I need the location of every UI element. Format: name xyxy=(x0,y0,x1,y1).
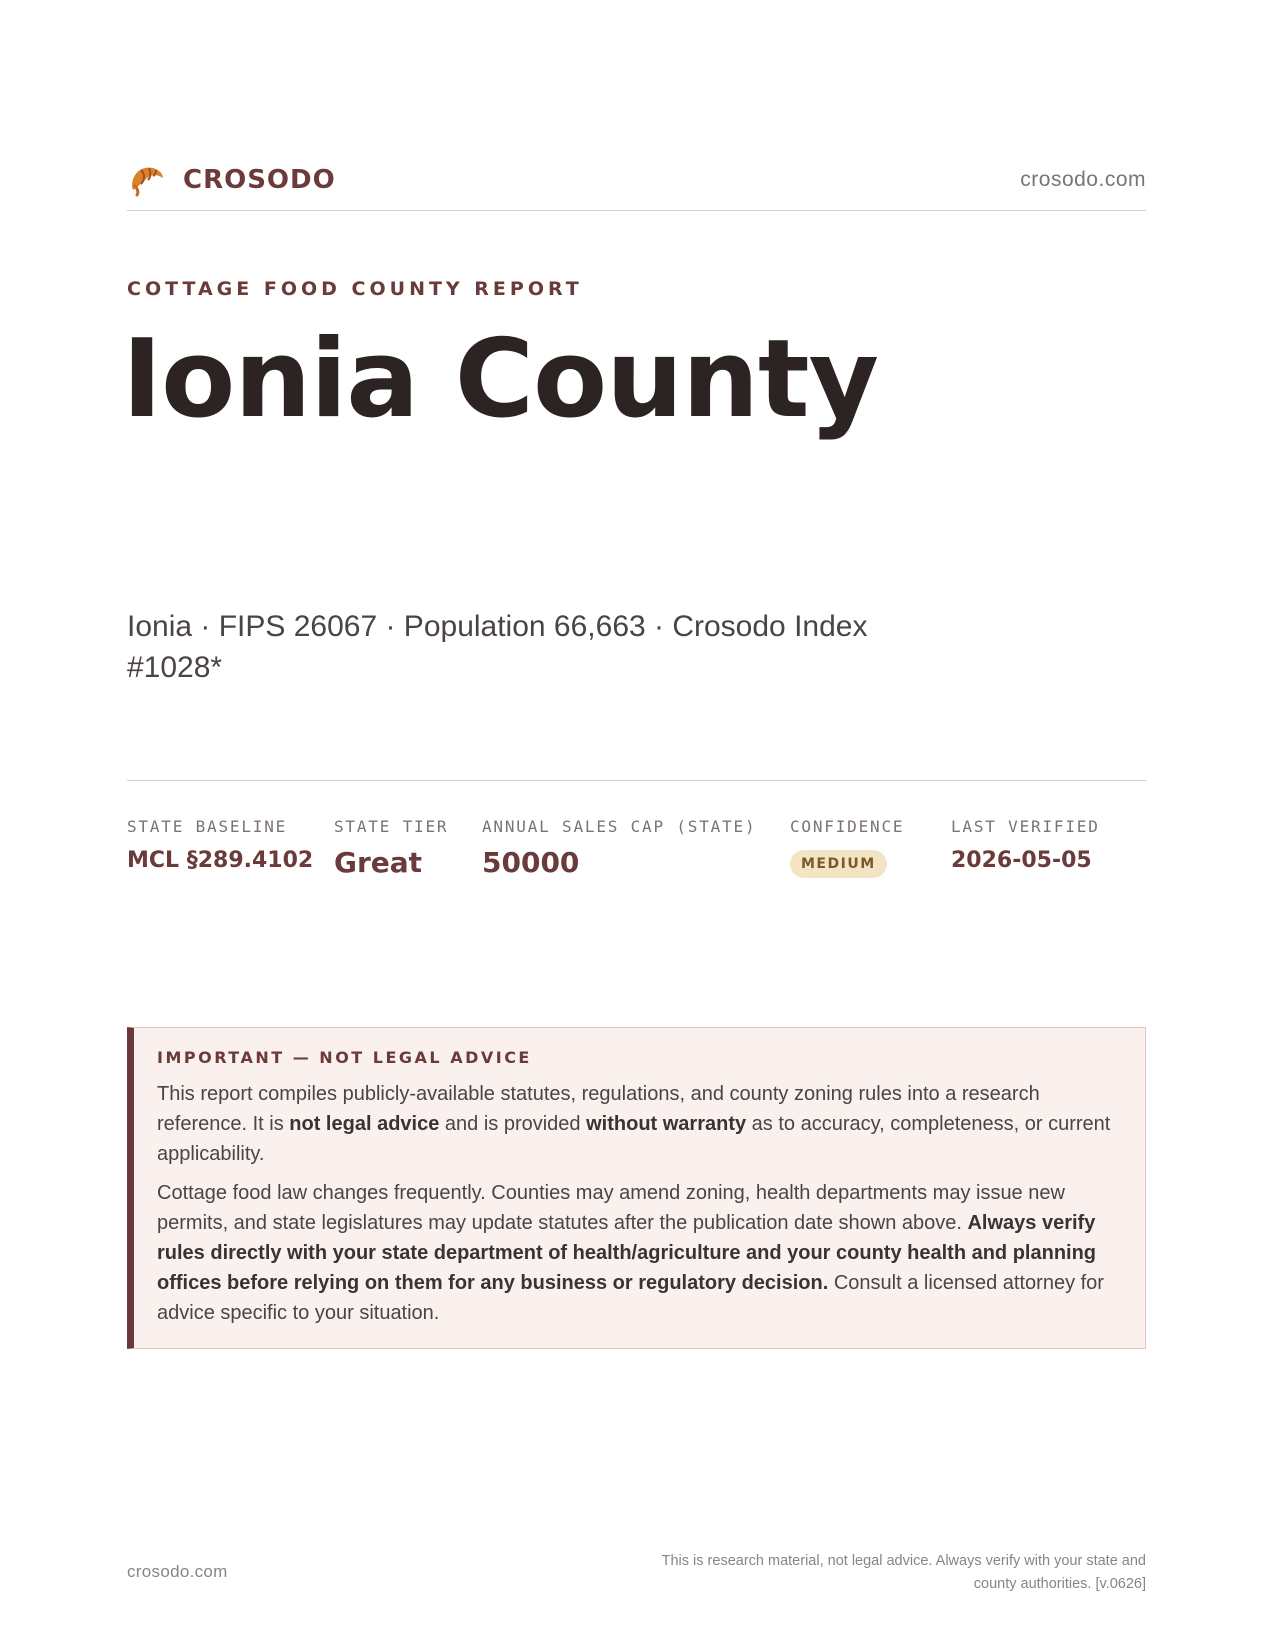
stat-value: Great xyxy=(334,846,423,879)
stat-label: LAST VERIFIED xyxy=(951,817,1100,836)
stat-last-verified xyxy=(951,817,1100,873)
site-url[interactable]: crosodo.com xyxy=(1020,168,1146,191)
notice-text: This report compiles publicly-available statutes, regulations, and county zoning rules into a research reference. It is xyxy=(157,1083,1040,1135)
footer-site-url[interactable]: crosodo.com xyxy=(127,1562,228,1581)
notice-text: and is provided xyxy=(439,1113,587,1135)
brand-name: CROSODO xyxy=(183,165,336,195)
stat-label: ANNUAL SALES CAP (STATE) xyxy=(482,817,757,836)
notice-text: as to accuracy, completeness, or current applicability. xyxy=(157,1113,1111,1165)
stat-label: STATE TIER xyxy=(334,817,449,836)
notice-title: IMPORTANT — NOT LEGAL ADVICE xyxy=(157,1048,532,1067)
notice-text: Consult a licensed attorney for advice specific to your situation. xyxy=(157,1272,1104,1324)
confidence-badge: MEDIUM xyxy=(790,850,887,878)
county-meta: Ionia · FIPS 26067 · Population 66,663 · Crosodo Index #1028* xyxy=(127,610,868,684)
stat-state-baseline xyxy=(127,817,313,873)
stat-sales-cap xyxy=(482,817,756,879)
stat-label: STATE BASELINE xyxy=(127,817,288,836)
notice-bold: not legal advice xyxy=(289,1113,440,1135)
stat-confidence xyxy=(790,817,904,878)
stat-value: 2026-05-05 xyxy=(951,848,1092,873)
page-title: Ionia County xyxy=(122,317,879,442)
legal-notice xyxy=(127,1027,1146,1349)
stat-label: CONFIDENCE xyxy=(790,817,905,836)
stat-state-tier xyxy=(334,817,448,879)
croissant-icon xyxy=(127,160,167,200)
notice-text: Cottage food law changes frequently. Counties may amend zoning, health departments may issue new permits, and state legislatures may update statutes after the publication date shown above. xyxy=(157,1182,1065,1234)
notice-bold: without warranty xyxy=(586,1113,747,1135)
footer-disclaimer: This is research material, not legal advice. Always verify with your state and county authorities. [v.0626] xyxy=(661,1553,1146,1592)
page-header xyxy=(127,156,1146,211)
brand[interactable] xyxy=(127,160,336,200)
notice-bold: Always verify rules directly with your state department of health/agriculture and your county health and planning offices before relying on them for any business or regulatory decision. xyxy=(157,1212,1097,1294)
report-eyebrow: COTTAGE FOOD COUNTY REPORT xyxy=(127,278,583,300)
stat-value: 50000 xyxy=(482,846,580,879)
stat-value: MCL §289.4102 xyxy=(127,848,314,873)
notice-paragraph xyxy=(157,1178,1123,1328)
stats-row xyxy=(127,780,1146,900)
notice-paragraph xyxy=(157,1079,1123,1169)
